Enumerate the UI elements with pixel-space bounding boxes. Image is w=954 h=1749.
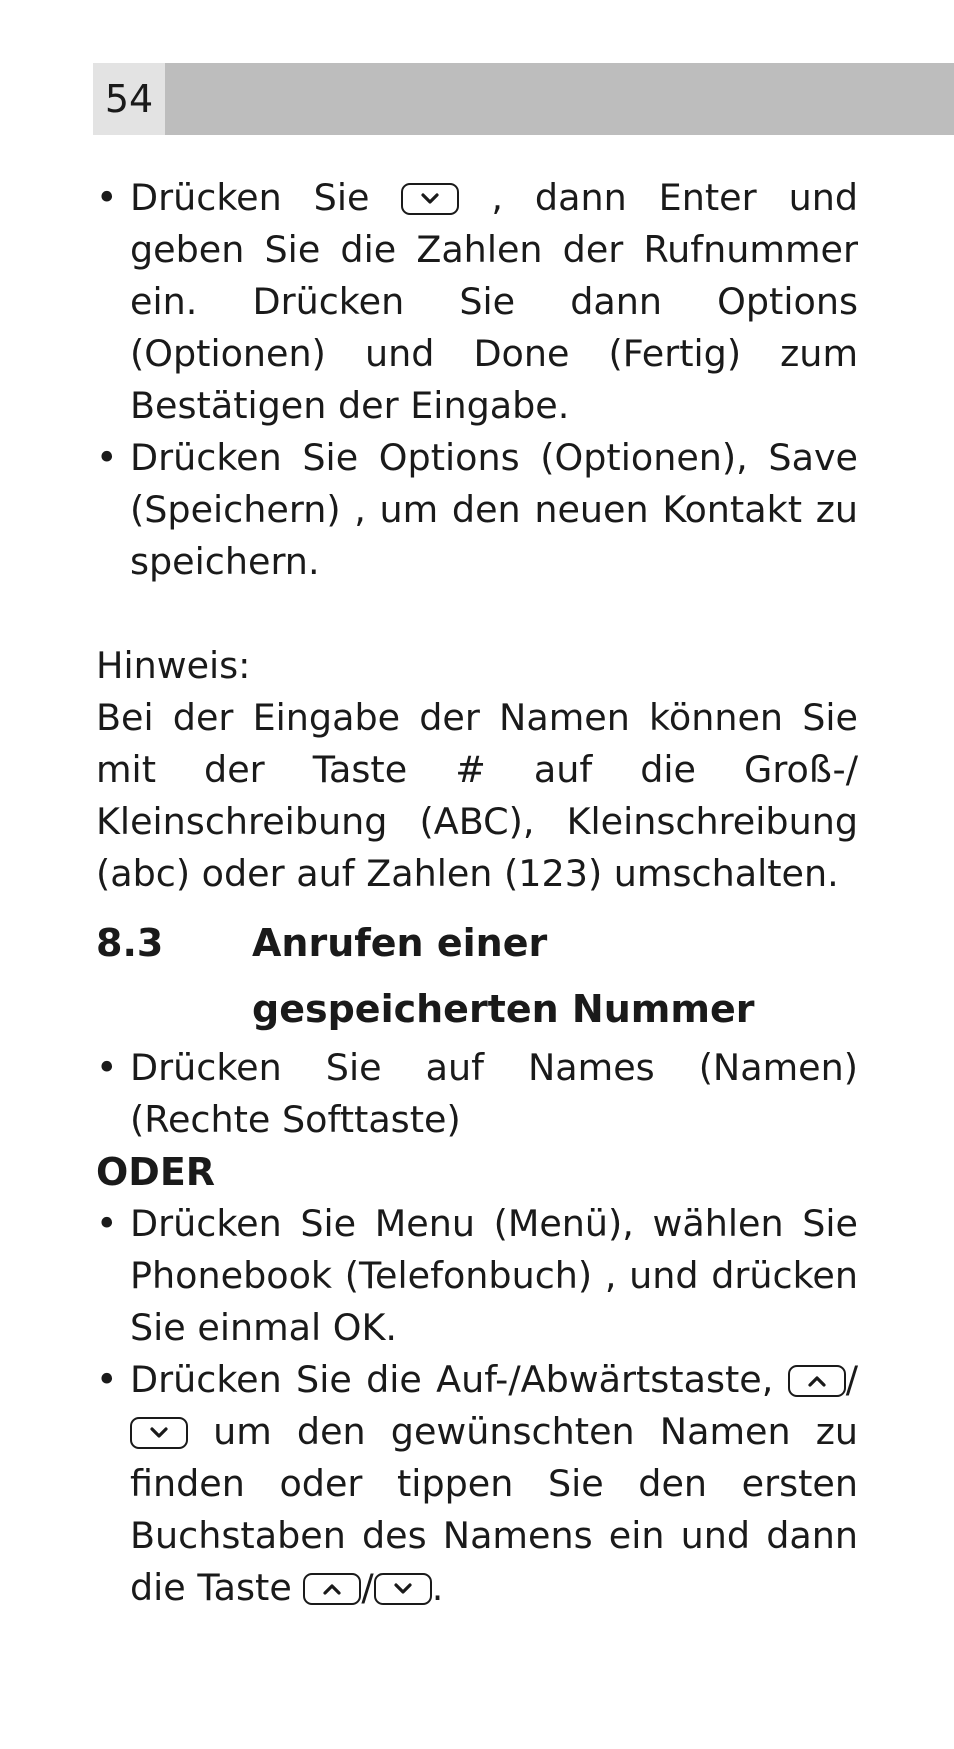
key-separator-end: /	[361, 1566, 374, 1609]
header-bar	[93, 63, 954, 135]
section-title-line1: Anrufen einer	[252, 921, 548, 965]
bullet-enter-number	[96, 172, 858, 432]
section-title-line2: gespeicherten Nummer	[252, 987, 755, 1031]
key-separator: /	[845, 1358, 858, 1401]
down-key-icon	[401, 183, 459, 215]
bullet-enter-number-text-b: , dann Enter und geben Sie die Zahlen der Rufnummer ein. Drücken Sie dann Options (Optionen) und Done (Fertig) zum Bestätigen der Eingabe.	[130, 176, 858, 427]
section-number: 8.3	[96, 921, 164, 965]
bullet-enter-number-text-a: Drücken Sie	[130, 176, 370, 219]
page-number: 54	[93, 63, 165, 135]
bullet-names-softkey: • Drücken Sie auf Names (Namen) (Rechte Softtaste)	[96, 1042, 858, 1146]
down-key-icon	[130, 1417, 188, 1449]
up-key-icon	[303, 1573, 361, 1605]
up-key-icon	[788, 1365, 846, 1397]
final-period: .	[431, 1566, 444, 1609]
note-text: Bei der Eingabe der Namen können Sie mit der Taste # auf die Groß-/ Kleinschreibung (ABC), Kleinschreibung (abc) oder auf Zahlen (123) umschalten.	[96, 696, 858, 895]
down-key-icon	[374, 1573, 432, 1605]
bullet-navigate-names	[96, 1354, 858, 1614]
bullet-menu-phonebook: • Drücken Sie Menu (Menü), wählen Sie Phonebook (Telefonbuch) , und drücken Sie einmal OK.	[96, 1198, 858, 1354]
section-heading	[96, 910, 858, 1042]
page-content	[96, 172, 858, 1614]
note-title: Hinweis:	[96, 644, 251, 687]
bullet-navigate-text-a: Drücken Sie die Auf-/Abwärtstaste,	[130, 1358, 774, 1401]
bullet-save-contact: • Drücken Sie Options (Optionen), Save (Speichern) , um den neuen Kontakt zu speichern.	[96, 432, 858, 588]
bullet-navigate-text-b: um den gewünschten Namen zu finden oder tippen Sie den ersten Buchstaben des Namens ein und dann die Taste	[130, 1410, 859, 1609]
oder-label: ODER	[96, 1150, 216, 1194]
